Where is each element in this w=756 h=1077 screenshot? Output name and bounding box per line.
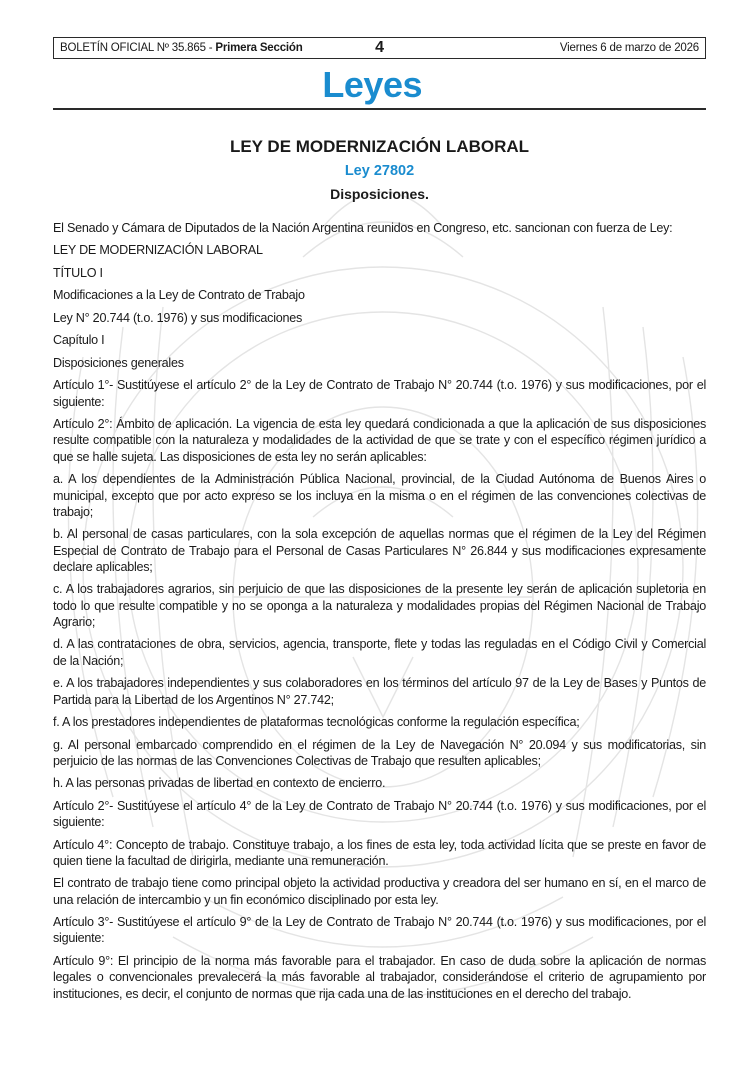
law-paragraph: Artículo 2°: Ámbito de aplicación. La vigencia de esta ley quedará condicionada a que la aplicación de sus disposiciones resulte compatible con la naturaleza y modalidades de la actividad de que se trate y con el específico régimen jurídico a que se halle sujeta. Las disposiciones de esta ley no serán aplicables: xyxy=(53,417,706,464)
law-paragraph: b. Al personal de casas particulares, con la sola excepción de aquellas normas que el régimen de la Ley del Régimen Especial de Contrato de Trabajo para el Personal de Casas Particulares N° 26.844 y sus modificaciones expresamente declare aplicables; xyxy=(53,527,706,574)
law-paragraph: LEY DE MODERNIZACIÓN LABORAL xyxy=(53,243,263,258)
bulletin-issue: BOLETÍN OFICIAL Nº 35.865 - Primera Sección xyxy=(60,42,303,54)
law-number: Ley 27802 xyxy=(344,163,415,179)
law-paragraph: TÍTULO I xyxy=(53,265,103,280)
law-paragraph: Artículo 9°: El principio de la norma más favorable para el trabajador. En caso de duda sobre la aplicación de normas legales o convencionales prevalecerá la más favorable al trabajador, considerándose el criterio de agrupamiento por instituciones, es decir, el conjunto de normas que rija cada una de las instituciones en el derecho del trabajo. xyxy=(53,953,706,1001)
law-paragraph: Artículo 1°- Sustitúyese el artículo 2° de la Ley de Contrato de Trabajo N° 20.744 (t.o. 1976) y sus modificaciones, por el siguiente: xyxy=(53,378,706,409)
law-body xyxy=(53,220,706,1002)
title-divider xyxy=(53,108,706,110)
issue-date: Viernes 6 de marzo de 2026 xyxy=(559,42,699,54)
law-paragraph: g. Al personal embarcado comprendido en el régimen de la Ley de Navegación N° 20.094 y sus modificatorias, sin perjuicio de las normas de las Convenciones Colectivas de Trabajo que resulten aplicables; xyxy=(53,737,706,768)
law-paragraph: Artículo 3°- Sustitúyese el artículo 9° de la Ley de Contrato de Trabajo N° 20.744 (t.o. 1976) y sus modificaciones, por el siguiente: xyxy=(53,915,706,946)
law-paragraph: Ley N° 20.744 (t.o. 1976) y sus modificaciones xyxy=(53,310,303,325)
law-paragraph: f. A los prestadores independientes de plataformas tecnológicas conforme la regulación específica; xyxy=(53,715,580,730)
section-name: Primera Sección xyxy=(215,42,303,54)
law-paragraph: h. A las personas privadas de libertad en contexto de encierro. xyxy=(53,776,386,791)
law-paragraph: Capítulo I xyxy=(53,333,105,348)
law-subtitle: Disposiciones. xyxy=(330,186,429,202)
law-paragraph: c. A los trabajadores agrarios, sin perjuicio de que las disposiciones de la presente ley serán de aplicación supletoria en todo lo que resulte compatible y no se oponga a la naturaleza y modalidades propias del Régimen Nacional de Trabajo Agrario; xyxy=(53,582,706,629)
section-title: Leyes xyxy=(322,64,422,105)
bulletin-page xyxy=(53,37,706,1067)
law-paragraph: e. A los trabajadores independientes y sus colaboradores en los términos del artículo 97 de la Ley de Bases y Puntos de Partida para la Libertad de los Argentinos N° 27.742; xyxy=(53,676,706,707)
bulletin-header xyxy=(53,37,706,59)
law-title: LEY DE MODERNIZACIÓN LABORAL xyxy=(229,137,530,156)
law-paragraph: El contrato de trabajo tiene como principal objeto la actividad productiva y creadora del ser humano en sí, en el marco de una relación de intercambio y un fin económico disciplinado por esta ley. xyxy=(53,876,706,907)
law-paragraph: El Senado y Cámara de Diputados de la Nación Argentina reunidos en Congreso, etc. sancionan con fuerza de Ley: xyxy=(53,221,673,235)
law-paragraph: a. A los dependientes de la Administración Pública Nacional, provincial, de la Ciudad Autónoma de Buenos Aires o municipal, excepto que por acto expreso se los incluya en la misma o en el régimen de las convenciones colectivas de trabajo; xyxy=(53,472,706,519)
law-paragraph: Disposiciones generales xyxy=(53,355,184,370)
law-paragraph: Artículo 2°- Sustitúyese el artículo 4° de la Ley de Contrato de Trabajo N° 20.744 (t.o. 1976) y sus modificaciones, por el siguiente: xyxy=(53,798,706,830)
law-paragraph: Modificaciones a la Ley de Contrato de Trabajo xyxy=(53,288,305,303)
law-paragraph: Artículo 4°: Concepto de trabajo. Constituye trabajo, a los fines de esta ley, toda actividad lícita que se preste en favor de quien tiene la facultad de dirigirla, mediante una remuneración. xyxy=(53,837,706,868)
law-paragraph: d. A las contrataciones de obra, servicios, agencia, transporte, flete y todas las reguladas en el Código Civil y Comercial de la Nación; xyxy=(53,637,706,668)
page-number: 4 xyxy=(375,39,384,56)
